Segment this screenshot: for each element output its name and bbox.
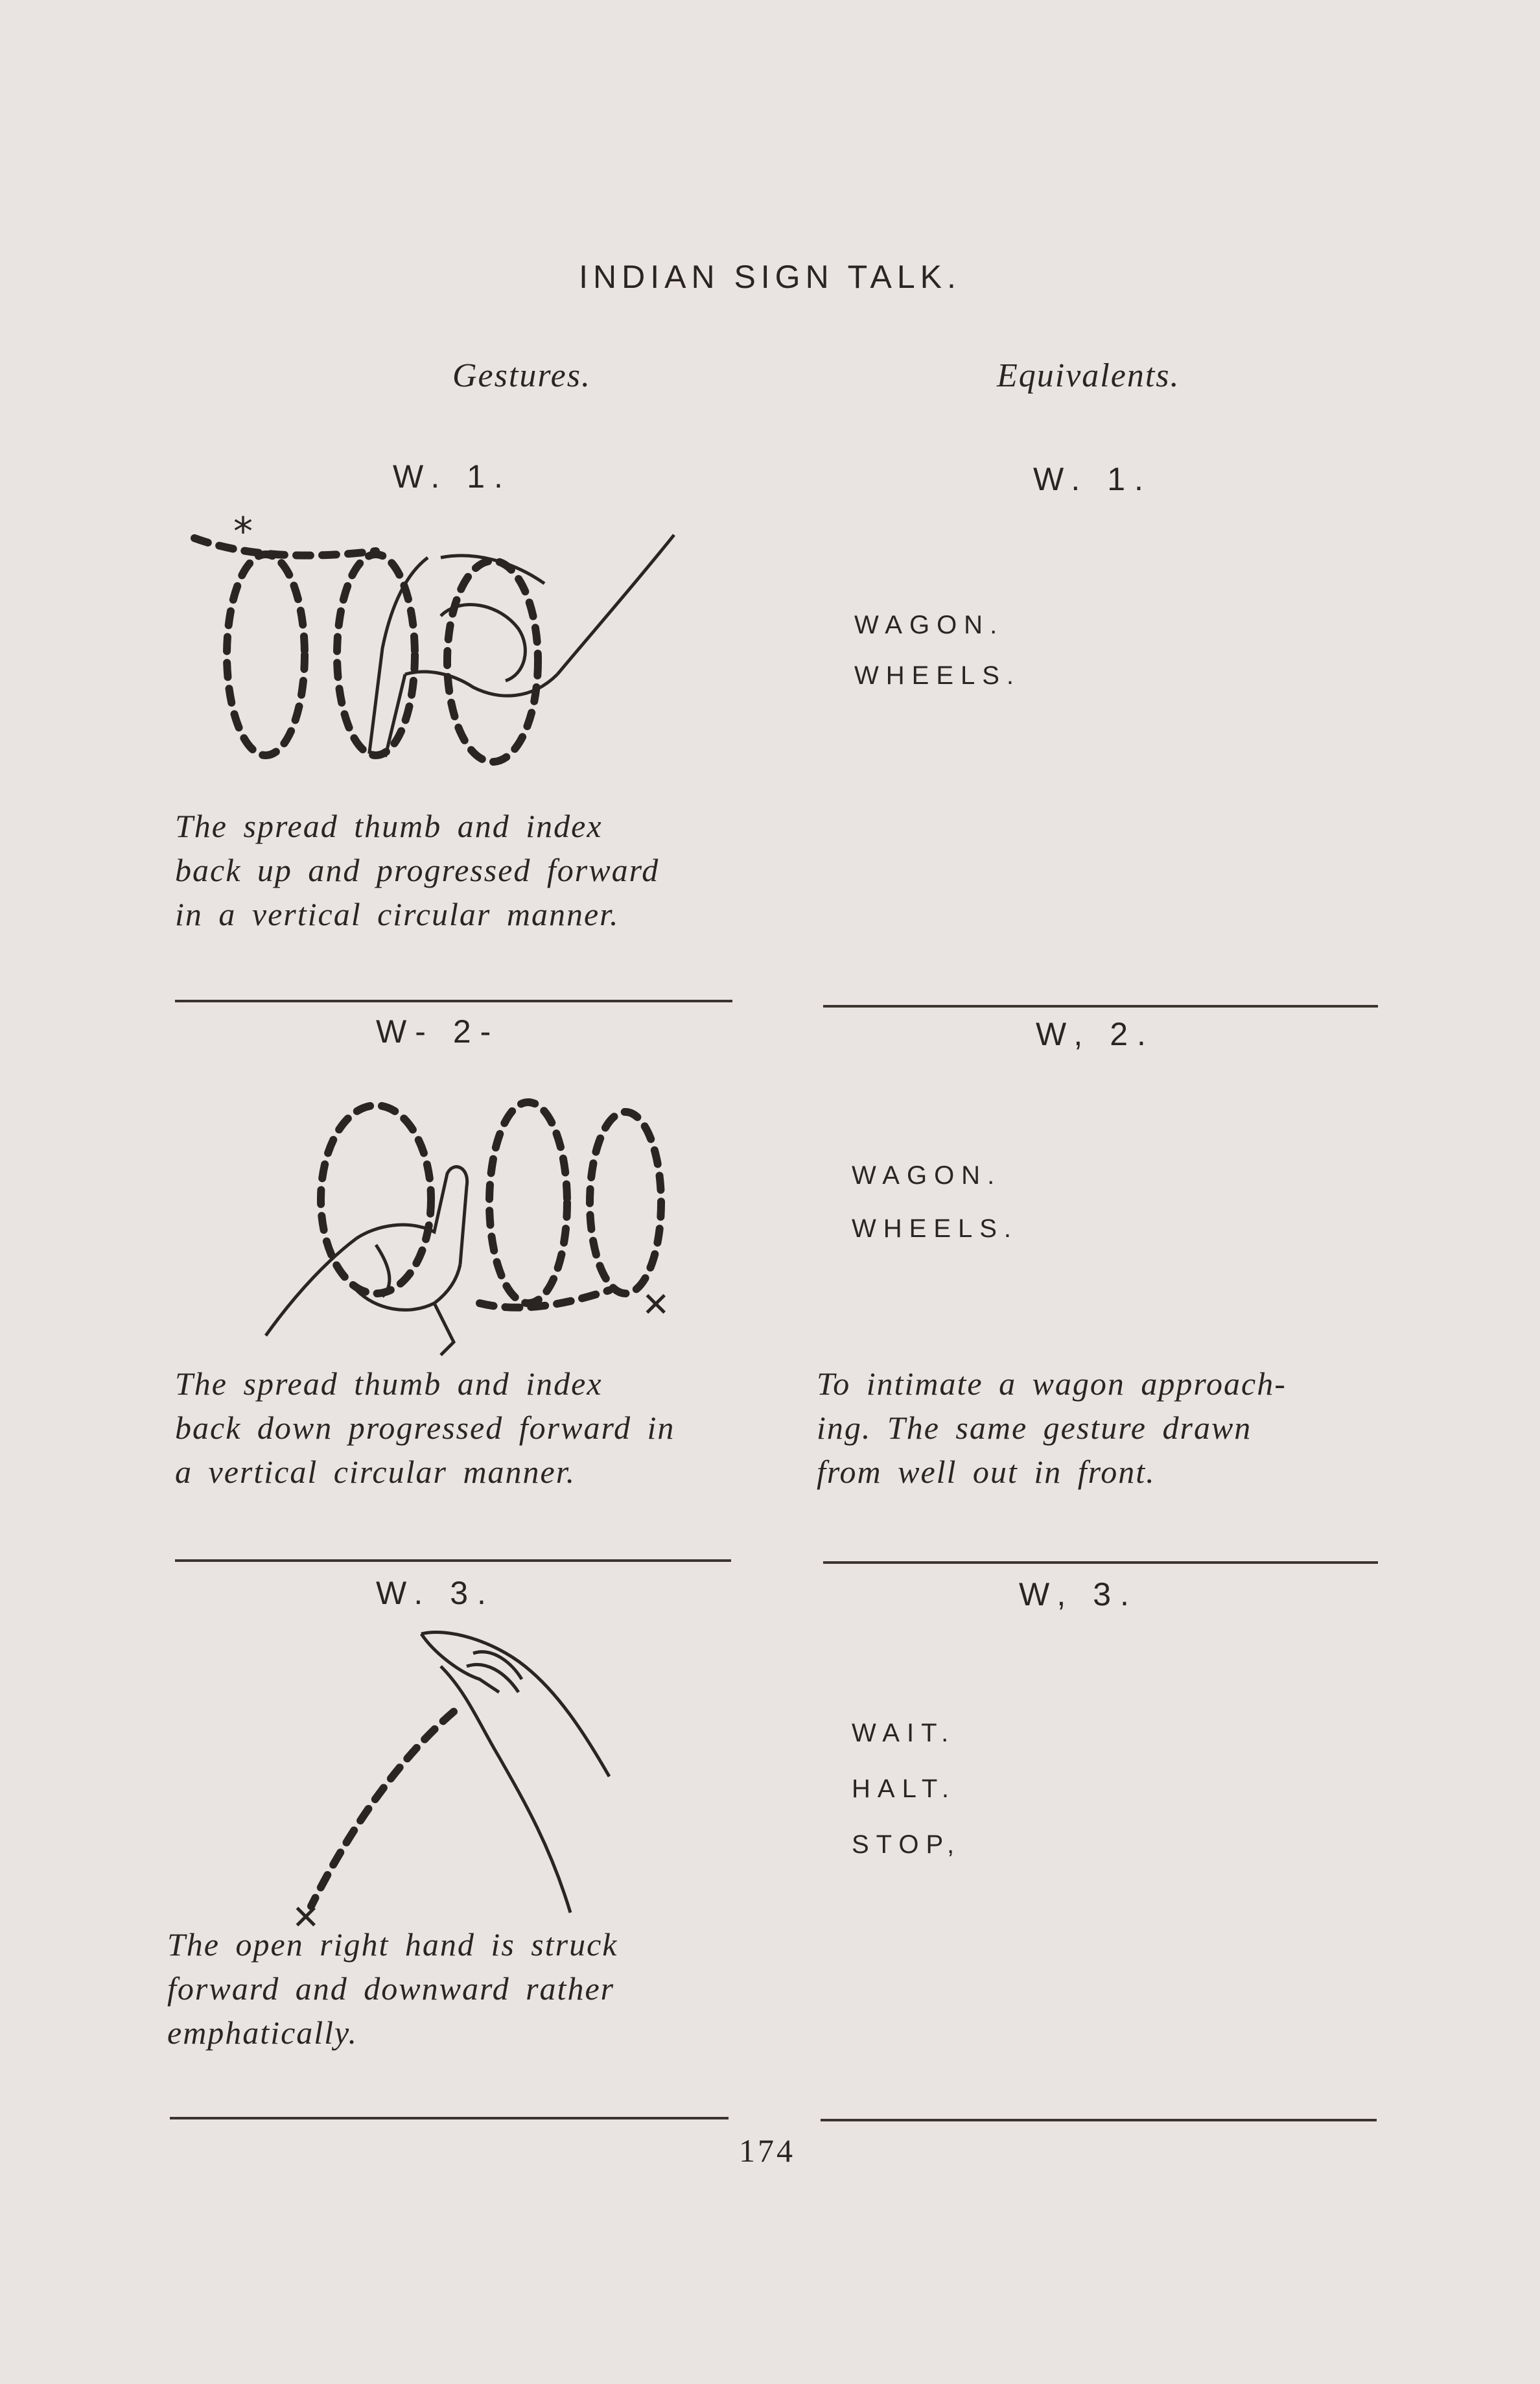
entry-2-equivalent-2: WHEELS.: [852, 1214, 1019, 1243]
page-number: 174: [739, 2132, 795, 2169]
entry-3-description: [167, 1922, 618, 2055]
entry-1-description-line-3: in a vertical circular manner.: [175, 896, 620, 932]
entry-1-description-line-1: The spread thumb and index: [175, 808, 603, 844]
entry-1-equivalent-1: WAGON.: [854, 611, 1005, 639]
entry-3-label-equivalents: W, 3.: [1019, 1576, 1138, 1612]
entry-1-equivalent-2: WHEELS.: [854, 661, 1021, 690]
divider-right-2: [823, 1561, 1378, 1564]
entry-3-label-gestures: W. 3.: [376, 1575, 495, 1611]
entry-1-gesture-illustration: [169, 506, 700, 804]
divider-right-1: [823, 1005, 1378, 1008]
gestures-column-heading: Gestures.: [452, 357, 591, 394]
entry-1-description-line-2: back up and progressed forward: [175, 852, 660, 888]
divider-left-2: [175, 1559, 731, 1562]
entry-2-note-line-1: To intimate a wagon approach-: [817, 1365, 1287, 1402]
entry-2-description-line-3: a vertical circular manner.: [175, 1454, 576, 1490]
svg-text:✕: ✕: [292, 1898, 320, 1937]
divider-left-1: [175, 1000, 732, 1002]
entry-2-label-gestures: W- 2-: [376, 1013, 500, 1050]
entry-1-label-gestures: W. 1.: [393, 458, 512, 495]
entry-2-note-line-3: from well out in front.: [817, 1454, 1156, 1490]
entry-3-equivalent-1: WAIT.: [852, 1719, 956, 1747]
divider-left-3: [170, 2117, 729, 2119]
entry-2-gesture-illustration: [246, 1096, 700, 1368]
entry-2-description-line-1: The spread thumb and index: [175, 1365, 603, 1402]
svg-text:*: *: [233, 509, 253, 554]
page-title: INDIAN SIGN TALK.: [579, 259, 961, 295]
entry-1-description: [175, 804, 659, 936]
entry-1-equivalents: [854, 600, 1021, 701]
entry-2-label-equivalents: W, 2.: [1036, 1016, 1155, 1052]
entry-2-equivalents: [852, 1149, 1018, 1255]
entry-2-equivalent-1: WAGON.: [852, 1161, 1002, 1190]
entry-3-description-line-3: emphatically.: [167, 2014, 358, 2051]
equivalents-column-heading: Equivalents.: [997, 357, 1180, 394]
entry-3-gesture-illustration: [279, 1627, 642, 1937]
entry-1-label-equivalents: W. 1.: [1033, 461, 1152, 497]
entry-3-equivalents: [852, 1705, 961, 1872]
entry-2-note: [817, 1362, 1287, 1494]
svg-text:✕: ✕: [642, 1286, 670, 1325]
entry-3-description-line-1: The open right hand is struck: [167, 1926, 618, 1963]
entry-3-description-line-2: forward and downward rather: [167, 1970, 615, 2007]
entry-3-equivalent-2: HALT.: [852, 1775, 956, 1803]
entry-2-description-line-2: back down progressed forward in: [175, 1410, 675, 1446]
entry-2-note-line-2: ing. The same gesture drawn: [817, 1410, 1252, 1446]
entry-2-description: [175, 1362, 675, 1494]
divider-right-3: [821, 2119, 1377, 2121]
entry-3-equivalent-3: STOP,: [852, 1830, 962, 1859]
